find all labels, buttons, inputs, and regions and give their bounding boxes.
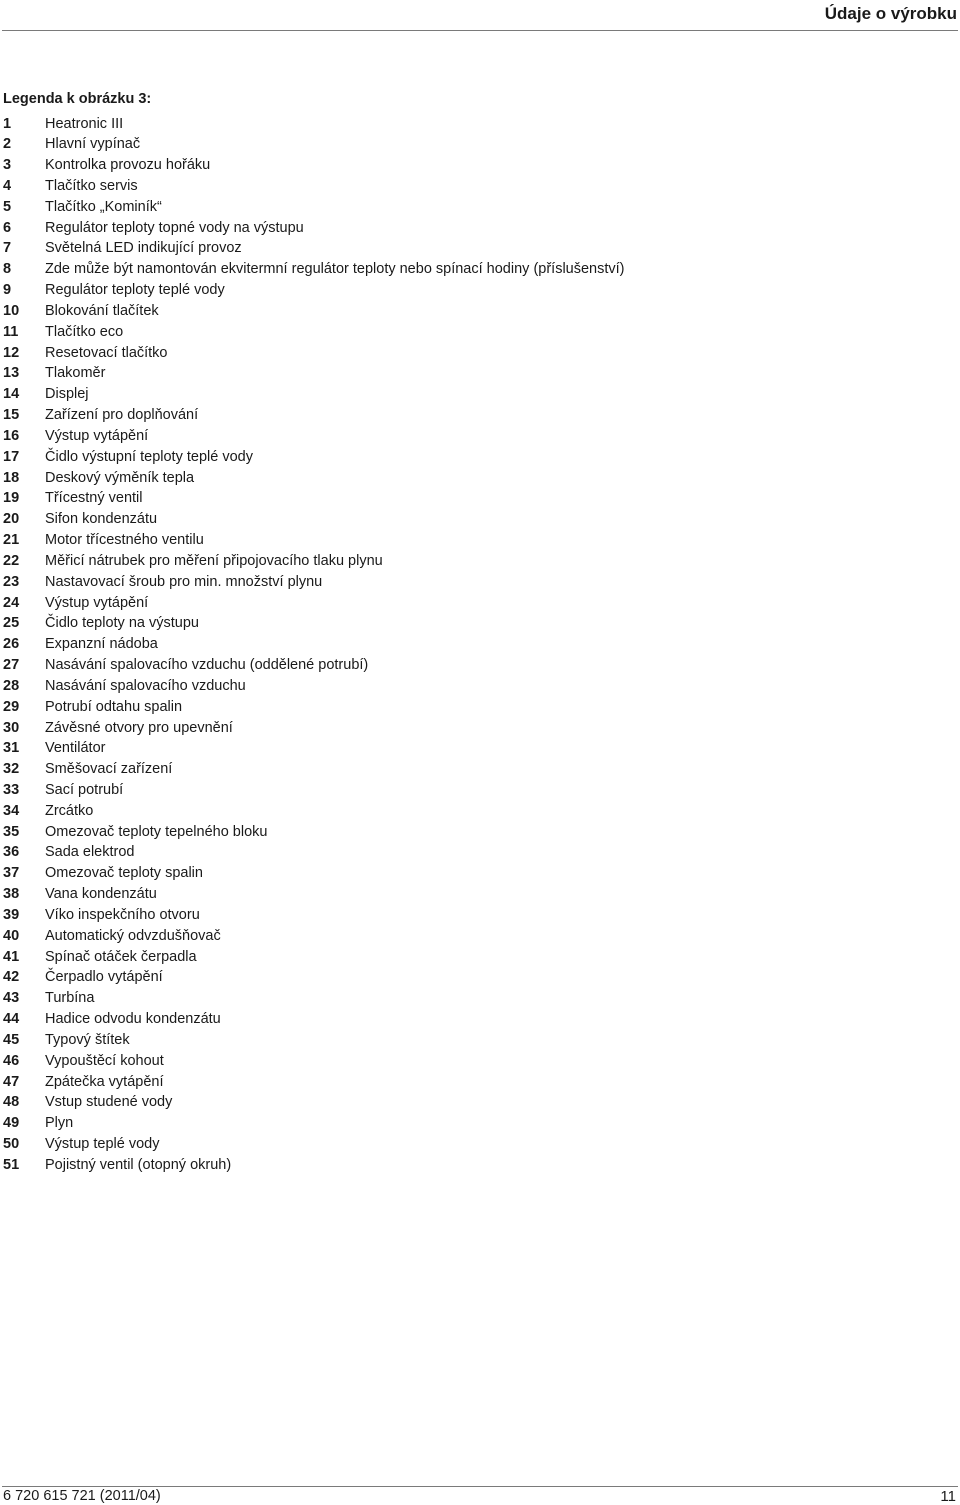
legend-item: [3, 343, 625, 364]
legend-item-number: 5: [3, 198, 12, 215]
legend-item-text: Potrubí odtahu spalin: [45, 698, 183, 715]
legend-item-number: 1: [3, 115, 12, 132]
legend-item: [3, 509, 625, 530]
legend-item: [3, 759, 625, 780]
legend-item-text: Heatronic III: [45, 115, 124, 132]
legend-item-number: 45: [3, 1031, 20, 1048]
legend-item-text: Tlačítko eco: [45, 323, 124, 340]
legend-heading: Legenda k obrázku 3:: [3, 91, 152, 107]
legend-item: [3, 905, 625, 926]
legend-item: [3, 197, 625, 218]
legend-item: [3, 176, 625, 197]
legend-item-text: Vstup studené vody: [45, 1094, 173, 1111]
legend-item: [3, 634, 625, 655]
document-number: 6 720 615 721 (2011/04): [3, 1488, 161, 1504]
legend-item: [3, 218, 625, 239]
legend-item-number: 31: [3, 740, 20, 757]
legend-item: [3, 259, 625, 280]
legend-item-number: 51: [3, 1156, 20, 1173]
legend-item-text: Sifon kondenzátu: [45, 511, 158, 528]
legend-item-text: Omezovač teploty tepelného bloku: [45, 823, 268, 840]
legend-item-number: 37: [3, 865, 20, 882]
legend-item: [3, 384, 625, 405]
legend-item-number: 15: [3, 407, 20, 424]
footer-divider: [2, 1486, 958, 1487]
legend-item-text: Měřicí nátrubek pro měření připojovacího tlaku plynu: [45, 552, 383, 569]
legend-item-number: 17: [3, 448, 20, 465]
legend-item-text: Regulátor teploty teplé vody: [45, 282, 225, 299]
legend-item: [3, 134, 625, 155]
legend-item: [3, 1155, 625, 1176]
legend-item-text: Čidlo teploty na výstupu: [45, 615, 199, 632]
legend-item: [3, 1134, 625, 1155]
legend-item: [3, 488, 625, 509]
legend-item-text: Čidlo výstupní teploty teplé vody: [45, 448, 253, 465]
legend-item-text: Víko inspekčního otvoru: [45, 906, 200, 923]
legend-item-number: 36: [3, 844, 20, 861]
legend-item-text: Směšovací zařízení: [45, 761, 173, 778]
legend-item-number: 42: [3, 969, 20, 986]
legend-item-text: Spínač otáček čerpadla: [45, 948, 197, 965]
legend-item: [3, 801, 625, 822]
legend-item: [3, 114, 625, 135]
legend-item-text: Zpátečka vytápění: [45, 1073, 164, 1090]
legend-item-number: 4: [3, 177, 12, 194]
legend-item-number: 6: [3, 219, 12, 236]
legend-item: [3, 1051, 625, 1072]
legend-item-number: 44: [3, 1011, 20, 1028]
legend-item: [3, 822, 625, 843]
legend-item: [3, 468, 625, 489]
legend-item: [3, 926, 625, 947]
legend-item: [3, 426, 625, 447]
legend-item: [3, 718, 625, 739]
legend-item: [3, 405, 625, 426]
legend-item-number: 34: [3, 802, 20, 819]
legend-item-number: 35: [3, 823, 20, 840]
legend-item-number: 28: [3, 677, 20, 694]
legend-item: [3, 676, 625, 697]
legend-item: [3, 967, 625, 988]
legend-item-number: 25: [3, 615, 20, 632]
legend-item-number: 43: [3, 990, 20, 1007]
legend-item: [3, 280, 625, 301]
legend-item: [3, 1030, 625, 1051]
legend-item-text: Zde může být namontován ekvitermní regulátor teploty nebo spínací hodiny (příslušenství): [45, 261, 625, 278]
legend-item-text: Displej: [45, 386, 89, 403]
legend-item: [3, 1092, 625, 1113]
legend-item-text: Expanzní nádoba: [45, 636, 158, 653]
legend-item-text: Světelná LED indikující provoz: [45, 240, 242, 257]
legend-item-text: Zrcátko: [45, 802, 94, 819]
legend-item-number: 10: [3, 302, 20, 319]
legend-item-number: 29: [3, 698, 20, 715]
header-divider: [2, 30, 958, 31]
legend-item-number: 18: [3, 469, 20, 486]
legend-item-number: 24: [3, 594, 20, 611]
legend-item-text: Pojistný ventil (otopný okruh): [45, 1156, 232, 1173]
legend-item-number: 9: [3, 282, 12, 299]
legend-item: [3, 447, 625, 468]
legend-item-text: Hlavní vypínač: [45, 136, 141, 153]
legend-item-number: 22: [3, 552, 20, 569]
legend-item-text: Třícestný ventil: [45, 490, 143, 507]
legend-item-text: Automatický odvzdušňovač: [45, 927, 221, 944]
section-title: Údaje o výrobku: [824, 4, 957, 23]
legend-item-text: Ventilátor: [45, 740, 106, 757]
legend-item-number: 26: [3, 636, 20, 653]
legend-item: [3, 1009, 625, 1030]
legend-item-number: 8: [3, 261, 12, 278]
legend-item-text: Výstup vytápění: [45, 427, 149, 444]
legend-item: [3, 1072, 625, 1093]
legend-item: [3, 238, 625, 259]
legend-item-number: 19: [3, 490, 20, 507]
legend-item: [3, 863, 625, 884]
legend-item-number: 47: [3, 1073, 20, 1090]
legend-item: [3, 613, 625, 634]
legend-item-number: 38: [3, 886, 20, 903]
legend-item-number: 14: [3, 386, 20, 403]
legend-item: [3, 155, 625, 176]
legend-item-text: Zařízení pro doplňování: [45, 407, 199, 424]
legend-item-text: Plyn: [45, 1115, 74, 1132]
legend-item: [3, 738, 625, 759]
legend-list: [3, 114, 625, 1176]
legend-item-text: Omezovač teploty spalin: [45, 865, 203, 882]
legend-item-text: Tlačítko „Kominík“: [45, 198, 162, 215]
legend-item-text: Výstup teplé vody: [45, 1136, 160, 1153]
legend-item: [3, 301, 625, 322]
legend-item-number: 11: [3, 323, 19, 340]
legend-item-number: 13: [3, 365, 20, 382]
legend-item: [3, 947, 625, 968]
legend-item-text: Sací potrubí: [45, 782, 124, 798]
legend-item: [3, 842, 625, 863]
legend-item-number: 27: [3, 657, 20, 674]
legend-item-number: 21: [3, 532, 20, 549]
legend-item: [3, 572, 625, 593]
legend-item-text: Nasávání spalovacího vzduchu: [45, 677, 246, 694]
legend-item: [3, 530, 625, 551]
legend-item-number: 46: [3, 1052, 20, 1069]
legend-item-text: Čerpadlo vytápění: [45, 969, 163, 986]
legend-item-text: Motor třícestného ventilu: [45, 532, 204, 549]
legend-item-number: 48: [3, 1094, 20, 1111]
legend-item-number: 30: [3, 719, 20, 736]
legend-item: [3, 1113, 625, 1134]
legend-item-number: 2: [3, 136, 12, 153]
legend-item: [3, 322, 625, 343]
legend-item-text: Sada elektrod: [45, 844, 135, 861]
legend-item-text: Typový štítek: [45, 1031, 130, 1048]
legend-item-text: Deskový výměník tepla: [45, 469, 195, 486]
legend-item-number: 23: [3, 573, 20, 590]
legend-item-number: 49: [3, 1115, 20, 1132]
legend-item-text: Závěsné otvory pro upevnění: [45, 719, 233, 736]
legend-item: [3, 593, 625, 614]
page-number: 11: [940, 1488, 956, 1505]
legend-item: [3, 988, 625, 1009]
legend-item-text: Kontrolka provozu hořáku: [45, 157, 211, 174]
legend-item: [3, 780, 625, 801]
legend-item-number: 16: [3, 427, 20, 444]
legend-item-number: 3: [3, 157, 12, 174]
legend-item-text: Nasávání spalovacího vzduchu (oddělené potrubí): [45, 657, 369, 674]
legend-item-text: Tlakoměr: [45, 365, 106, 382]
legend-item-number: 39: [3, 906, 20, 923]
legend-item-number: 50: [3, 1136, 20, 1153]
legend-item-number: 12: [3, 344, 20, 361]
legend-item-text: Turbína: [45, 990, 95, 1007]
legend-item: [3, 697, 625, 718]
legend-item-text: Výstup vytápění: [45, 594, 149, 611]
legend-item: [3, 655, 625, 676]
legend-item-text: Hadice odvodu kondenzátu: [45, 1011, 221, 1028]
legend-item-text: Tlačítko servis: [45, 177, 138, 194]
legend-item-number: 33: [3, 782, 20, 798]
legend-item-number: 20: [3, 511, 20, 528]
legend-item-text: Regulátor teploty topné vody na výstupu: [45, 219, 304, 236]
legend-item-number: 32: [3, 761, 20, 778]
legend-item-text: Resetovací tlačítko: [45, 344, 168, 361]
legend-item: [3, 551, 625, 572]
legend-item-number: 7: [3, 240, 12, 257]
legend-item-text: Vypouštěcí kohout: [45, 1052, 164, 1069]
legend-item-text: Vana kondenzátu: [45, 886, 157, 903]
legend-item-number: 41: [3, 948, 20, 965]
legend-item-number: 40: [3, 927, 20, 944]
legend-item: [3, 363, 625, 384]
legend-item: [3, 884, 625, 905]
legend-item-text: Nastavovací šroub pro min. množství plynu: [45, 573, 323, 590]
legend-item-text: Blokování tlačítek: [45, 302, 159, 319]
